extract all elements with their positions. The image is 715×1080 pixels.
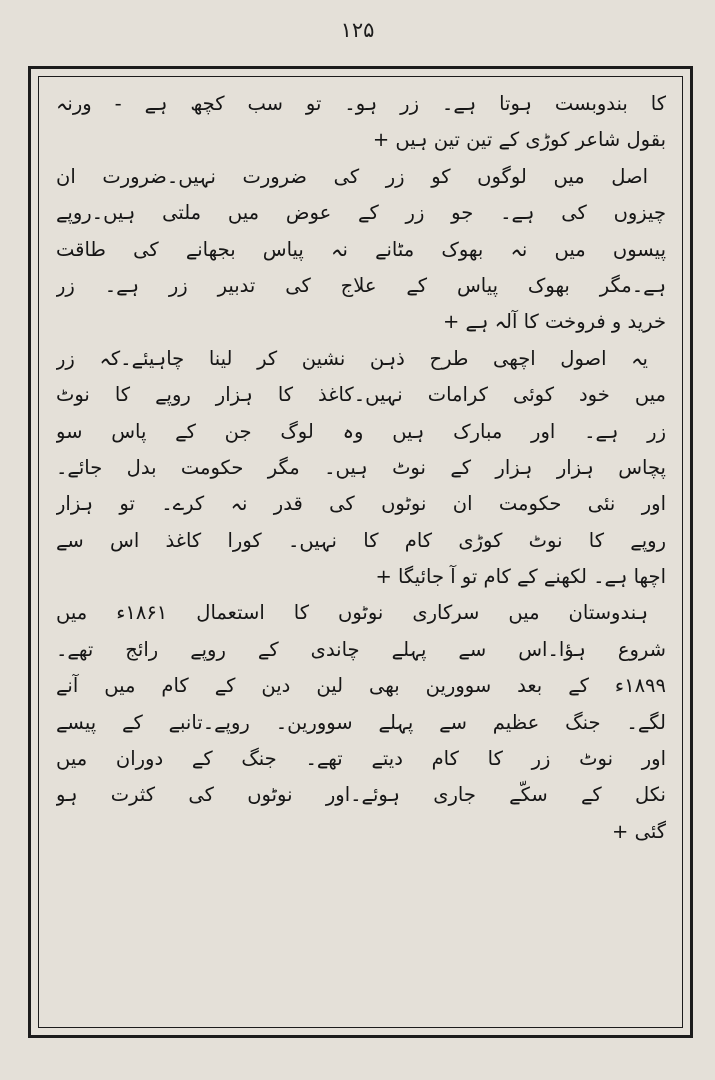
text-line: ۱۸۹۹ء کے بعد سوورین بھی لین دین کے کام میں آنے (56, 674, 666, 698)
text-line: نکل کے سکّے جاری ہوئے۔اور نوٹوں کی کثرت ہو (56, 783, 666, 807)
body-text (56, 86, 666, 1016)
page-number: ۱۲۵ (340, 18, 375, 42)
text-line: پیسوں میں نہ بھوک مٹانے نہ پیاس بجھانے کی طاقت (56, 237, 666, 261)
text-line: شروع ہؤا۔اس سے پہلے چاندی کے روپے رائج تھے۔ (56, 637, 666, 661)
text-line: لگے۔ جنگ عظیم سے پہلے سوورین۔ روپے۔تانبے کے پیسے (56, 710, 666, 734)
text-line: پچاس ہزار ہزار کے نوٹ ہیں۔ مگر حکومت بدل جائے۔ (56, 455, 666, 479)
text-line: چیزوں کی ہے۔ جو زر کے عوض میں ملتی ہیں۔روپے (56, 201, 666, 225)
text-line: ہندوستان میں سرکاری نوٹوں کا استعمال ۱۸۶۱ء میں (56, 601, 649, 625)
text-line: زر ہے۔ اور مبارک ہیں وہ لوگ جن کے پاس سو (56, 419, 666, 443)
text-line: روپے کا نوٹ کوڑی کام کا نہیں۔ کورا کاغذ اس سے (56, 528, 666, 552)
text-line: خرید و فروخت کا آلہ ہے + (443, 310, 666, 334)
text-line: بقول شاعر کوڑی کے تین تین ہیں + (372, 128, 666, 152)
text-line: اور نئی حکومت ان نوٹوں کی قدر نہ کرے۔ تو ہزار (56, 492, 666, 516)
text-line: اچھا ہے۔ لکھنے کے کام تو آ جائیگا + (375, 565, 666, 589)
text-line: یہ اصول اچھی طرح ذہن نشین کر لینا چاہیئے۔کہ زر (56, 346, 648, 370)
text-line: اور نوٹ زر کا کام دیتے تھے۔ جنگ کے دوران میں (56, 747, 666, 771)
text-line: میں خود کوئی کرامات نہیں۔کاغذ کا ہزار روپے کا نوٹ (56, 383, 666, 407)
text-line: اصل میں لوگوں کو زر کی ضرورت نہیں۔ضرورت ان (56, 164, 648, 188)
text-line: ہے۔مگر بھوک پیاس کے علاج کی تدبیر زر ہے۔ زر (56, 273, 666, 297)
text-line: کا بندوبست ہوتا ہے۔ زر ہو۔ تو سب کچھ ہے - ورنہ (56, 92, 666, 115)
text-line: گئی + (612, 819, 666, 843)
